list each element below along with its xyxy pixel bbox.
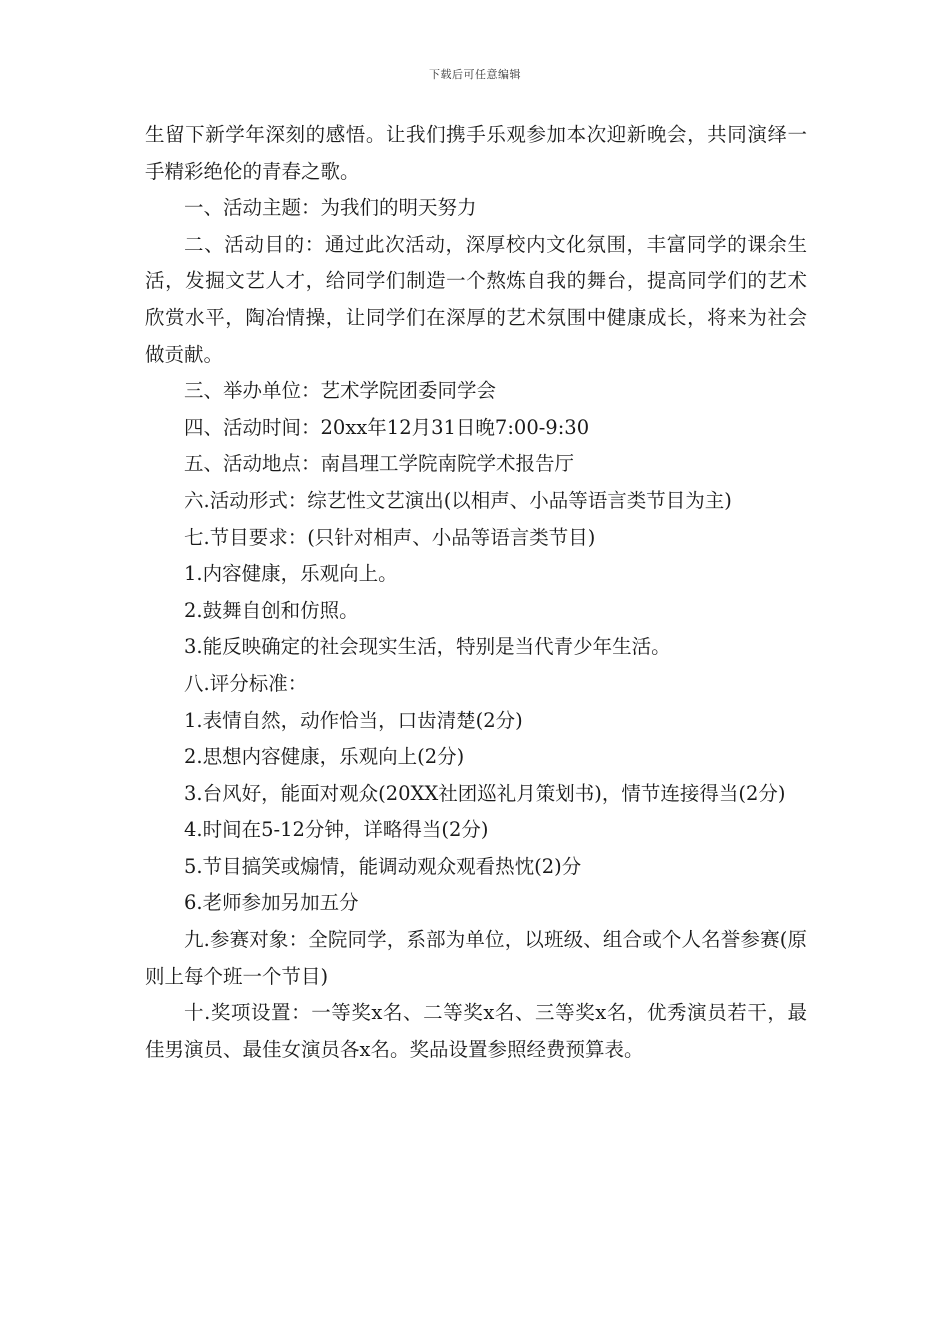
paragraph-program-requirements: 七.节目要求：(只针对相声、小品等语言类节目)	[184, 525, 596, 549]
list-item: 3.能反映确定的社会现实生活，特别是当代青少年生活。	[184, 635, 671, 659]
list-item: 5.节目搞笑或煽情，能调动观众观看热忱(2)分	[184, 854, 582, 878]
paragraph-time: 四、活动时间：20xx年12月31日晚7:00-9:30	[184, 415, 590, 439]
list-item: 1.内容健康，乐观向上。	[184, 562, 398, 586]
paragraph-organizer: 三、举办单位：艺术学院团委同学会	[184, 379, 497, 403]
paragraph-scoring-criteria: 八.评分标准：	[184, 671, 308, 695]
paragraph-purpose: 二、活动目的：通过此次活动，深厚校内文化氛围，丰富同学的课余生活，发掘文艺人才，给同学们制造一个熬炼自我的舞台，提高同学们的艺术欣赏水平，陶冶情操，让同学们在深厚的艺术氛围中健康成长，将来为社会做贡献。	[145, 232, 807, 366]
list-item: 2.鼓舞自创和仿照。	[184, 598, 359, 622]
list-item: 3.台风好，能面对观众(20XX社团巡礼月策划书)，情节连接得当(2分)	[184, 781, 786, 805]
paragraph-awards: 十.奖项设置：一等奖x名、二等奖x名、三等奖x名，优秀演员若干，最佳男演员、最佳女演员各x名。奖品设置参照经费预算表。	[145, 1001, 807, 1061]
list-item: 2.思想内容健康，乐观向上(2分)	[184, 745, 465, 769]
paragraph-continuation: 生留下新学年深刻的感悟。让我们携手乐观参加本次迎新晚会，共同演绎一手精彩绝伦的青春之歌。	[145, 123, 807, 183]
paragraph-format: 六.活动形式：综艺性文艺演出(以相声、小品等语言类节目为主)	[184, 488, 732, 512]
list-item: 1.表情自然，动作恰当，口齿清楚(2分)	[184, 708, 523, 732]
document-body	[145, 117, 807, 1068]
page-header-note: 下载后可任意编辑	[429, 68, 521, 81]
paragraph-theme: 一、活动主题：为我们的明天努力	[184, 196, 477, 220]
paragraph-location: 五、活动地点：南昌理工学院南院学术报告厅	[184, 452, 575, 476]
list-item: 6.老师参加另加五分	[184, 891, 359, 915]
paragraph-participants: 九.参赛对象：全院同学，系部为单位，以班级、组合或个人名誉参赛(原则上每个班一个节目)	[145, 928, 807, 988]
list-item: 4.时间在5-12分钟，详略得当(2分)	[184, 818, 489, 842]
